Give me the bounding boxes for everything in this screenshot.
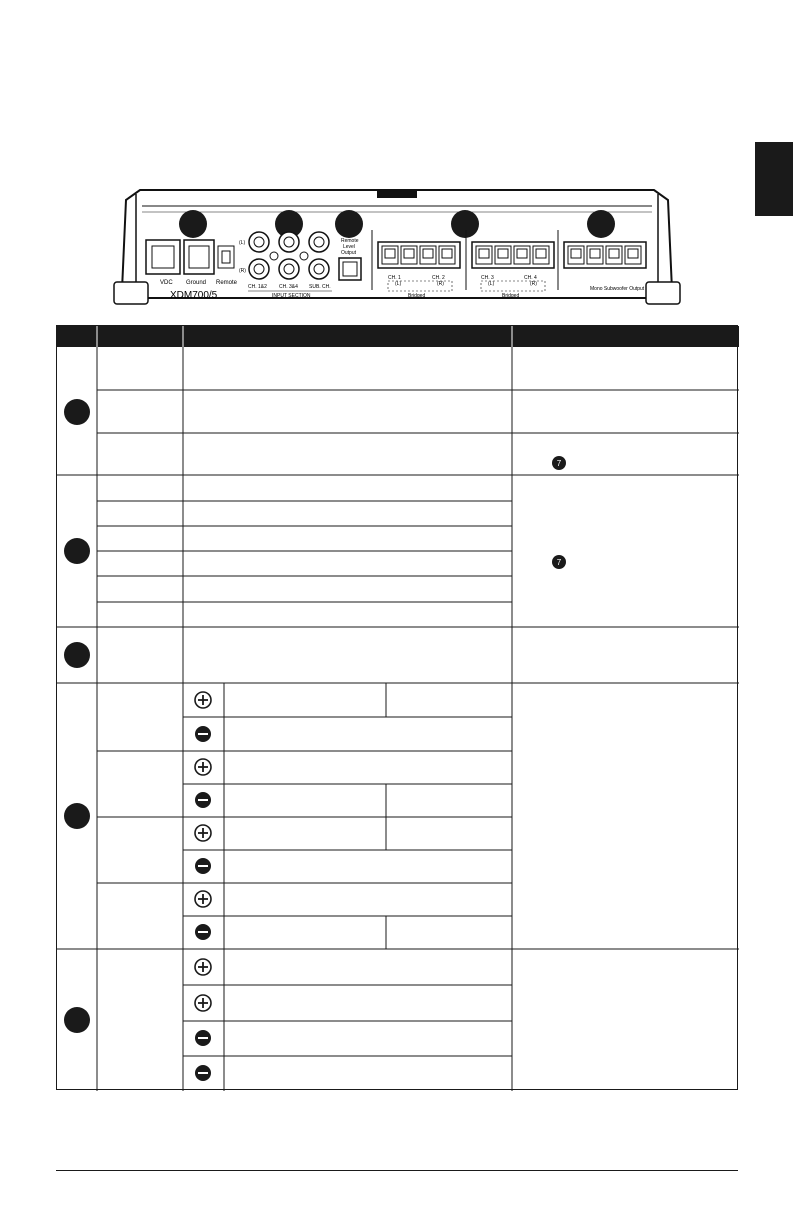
plus-icon [195,759,211,775]
remote-output-label-2: Level [343,244,355,250]
power-label-remote: Remote [216,280,238,286]
minus-icon [195,1065,211,1081]
channel-label-ch1: CH. 1 [388,275,401,281]
inline-badge-1 [552,456,566,470]
minus-icon [195,726,211,742]
plus-icon [195,825,211,841]
callout-dot-5 [587,210,615,238]
input-section-label: INPUT SECTION [272,293,311,299]
bridged-label-2: Bridged [502,293,520,299]
plus-icon [195,692,211,708]
channel-label-ch4: CH. 4 [524,275,537,281]
rca-label-left: (L) [239,240,246,246]
minus-icon [195,792,211,808]
callout-dot-1 [179,210,207,238]
bridged-label-1: Bridged [408,293,426,299]
remote-output-label-3: Output [341,250,357,256]
svg-text:7: 7 [556,459,562,468]
svg-text:7: 7 [556,558,562,567]
power-label-ground: Ground [186,280,207,286]
footer-rule [56,1170,738,1171]
power-label-vdc: VDC [160,280,173,286]
plus-icon [195,995,211,1011]
minus-icon [195,858,211,874]
callout-dot-4 [451,210,479,238]
rca-group-ch12: CH. 1&2 [248,284,267,290]
group-marker-2 [64,538,90,564]
minus-icon [195,1030,211,1046]
bridged-side-l-2: (L) [488,281,495,287]
callout-dot-3 [335,210,363,238]
group-marker-4 [64,803,90,829]
amplifier-panel-illustration [112,186,682,308]
plus-icon [195,891,211,907]
channel-label-ch3: CH. 3 [481,275,494,281]
speaker-terminals-ch12 [378,242,460,268]
inline-badge-2 [552,555,566,569]
model-label: XDM700/5 [170,290,218,301]
group-marker-5 [64,1007,90,1033]
bridged-side-l-1: (L) [395,281,402,287]
speaker-terminals-sub [564,242,646,268]
rca-label-right: (R) [239,268,246,274]
group-marker-3 [64,642,90,668]
plus-icon [195,959,211,975]
rca-group-sub: SUB. CH. [309,284,331,290]
group-marker-1 [64,399,90,425]
connection-table [56,325,738,1090]
remote-output-label-1: Remote [341,238,359,244]
mono-sub-label: Mono Subwoofer Output [590,286,645,292]
minus-icon [195,924,211,940]
bridged-side-r-2: (R) [530,281,537,287]
speaker-terminals-ch34 [472,242,554,268]
channel-label-ch2: CH. 2 [432,275,445,281]
table-header-bar [57,326,739,347]
rca-group-ch34: CH. 3&4 [279,284,298,290]
chapter-tab [755,142,793,216]
bridged-side-r-1: (R) [437,281,444,287]
